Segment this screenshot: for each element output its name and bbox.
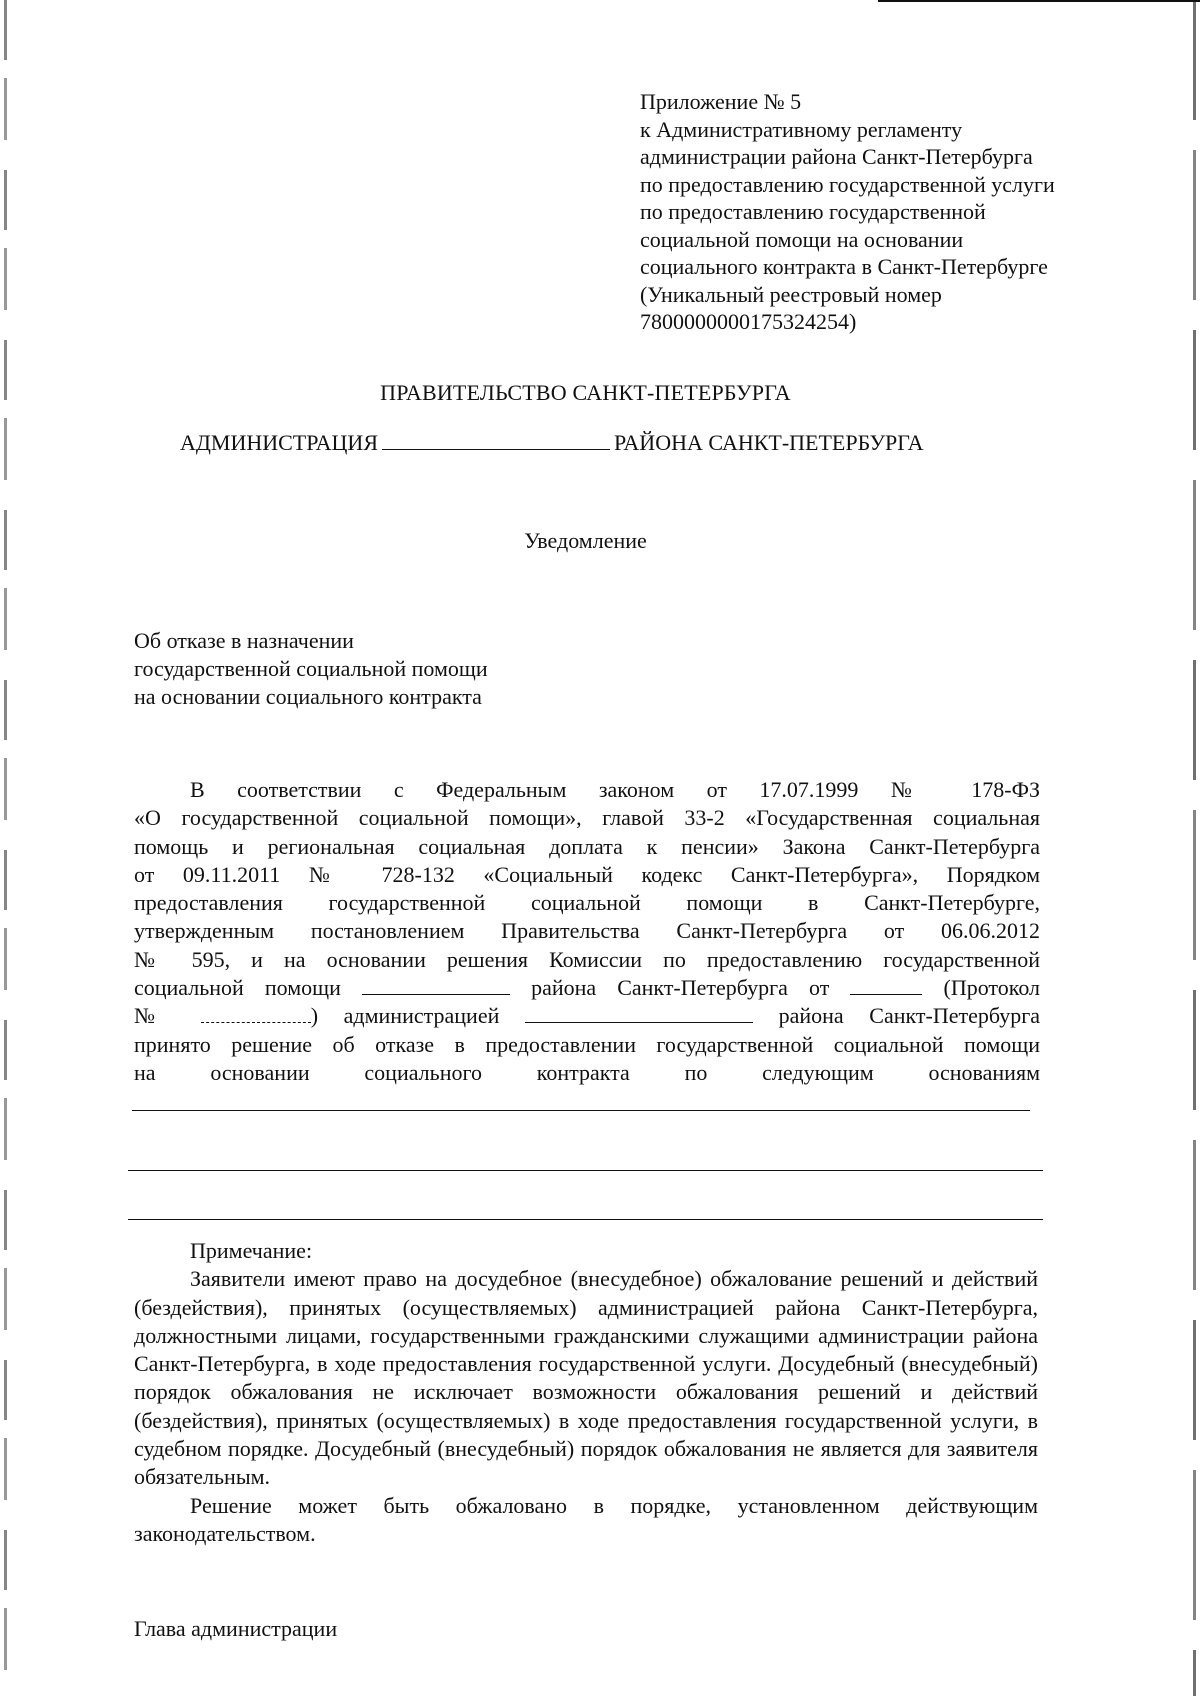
body-paragraph [134, 776, 1040, 1087]
body-line: «О государственной социальной помощи», главой 33-2 «Государственная социальная [134, 805, 1040, 831]
approval-line: по предоставлению государственной [640, 199, 986, 224]
body-line: принято решение об отказе в предоставлении государственной социальной помощи [134, 1031, 1040, 1057]
body-text-fragment: № [134, 1003, 176, 1029]
approval-block [640, 88, 1110, 336]
approval-line: (Уникальный реестровый номер [640, 281, 942, 307]
body-text-fragment: района Санкт-Петербурга [778, 1003, 1040, 1029]
note-block [134, 1237, 1038, 1548]
body-line: В соответствии с Федеральным законом от 17.07.1999 № 178-ФЗ [190, 777, 1040, 802]
body-line: предоставления государственной социальной помощи в Санкт-Петербурге, [134, 890, 1040, 916]
approval-line: социальной помощи на основании [640, 226, 964, 252]
approval-line: социального контракта в Санкт-Петербурге [640, 254, 1048, 279]
approval-line: администрации района Санкт-Петербурга [640, 144, 1033, 169]
subject-block [134, 627, 488, 711]
body-line: утвержденным постановлением Правительства Санкт-Петербурга от 06.06.2012 [134, 918, 1040, 944]
scan-edge-left [4, 0, 7, 1696]
signature-title: Глава администрации [134, 1616, 338, 1641]
subject-line: на основании социального контракта [134, 684, 482, 709]
notice-title: Уведомление [524, 528, 647, 553]
note-label: Примечание: [190, 1238, 313, 1263]
body-line [134, 974, 1040, 1002]
body-line: помощь и региональная социальная доплата к пенсии» Закона Санкт-Петербурга [134, 833, 1040, 859]
administration-prefix: АДМИНИСТРАЦИЯ [180, 430, 378, 455]
district-blank-field[interactable] [382, 430, 610, 450]
approval-line: 7800000000175324254) [640, 309, 857, 334]
commission-district-blank[interactable] [362, 977, 510, 995]
reason-line[interactable] [128, 1170, 1043, 1171]
administration-district-blank[interactable] [525, 1005, 753, 1023]
reason-line[interactable] [128, 1219, 1043, 1220]
note-paragraph: Заявители имеют право на досудебное (внесудебное) обжалование решений и действий (бездействия), принятых (осуществляемых) администрацией района Санкт-Петербурга, должностными лицами, государственными гражданскими служащими администрации района Санкт-Петербурга, в ходе предоставления государственной услуги. Досудебный (внесудебный) порядок обжалования не исключает возможности обжалования решений и действий (бездействия), принятых (осуществляемых) в ходе предоставления государственной услуги, в судебном порядке. Досудебный (внесудебный) порядок обжалования не является для заявителя обязательным. [134, 1266, 1038, 1490]
reason-line[interactable] [132, 1110, 1030, 1111]
approval-line: Приложение № 5 [640, 89, 802, 114]
note-paragraph: Решение может быть обжаловано в порядке, установленном действующим законодательством. [134, 1492, 1038, 1546]
subject-line: государственной социальной помощи [134, 656, 488, 681]
body-line: от 09.11.2011 № 728-132 «Социальный кодекс Санкт-Петербурга», Порядком [134, 861, 1040, 887]
scan-top-line [878, 0, 1200, 2]
body-text-fragment: ) администрацией [310, 1003, 500, 1029]
protocol-number-blank[interactable] [201, 1005, 311, 1023]
body-line: № 595, и на основании решения Комиссии по предоставлению государственной [134, 946, 1040, 972]
government-title: ПРАВИТЕЛЬСТВО САНКТ-ПЕТЕРБУРГА [380, 380, 791, 405]
approval-line: к Административному регламенту [640, 116, 963, 142]
body-text-fragment: (Протокол [943, 975, 1041, 1001]
administration-line [180, 430, 923, 456]
body-line [134, 1002, 1040, 1030]
body-text-fragment: социальной помощи [134, 975, 341, 1001]
protocol-date-blank[interactable] [850, 977, 922, 995]
body-line: на основании социального контракта по следующим основаниям [134, 1059, 1040, 1085]
subject-line: Об отказе в назначении [134, 628, 354, 653]
body-text-fragment: района Санкт-Петербурга от [531, 975, 830, 1001]
approval-line: по предоставлению государственной услуги [640, 171, 1055, 197]
administration-suffix: РАЙОНА САНКТ-ПЕТЕРБУРГА [614, 430, 924, 455]
scan-edge-right [1193, 0, 1196, 1696]
